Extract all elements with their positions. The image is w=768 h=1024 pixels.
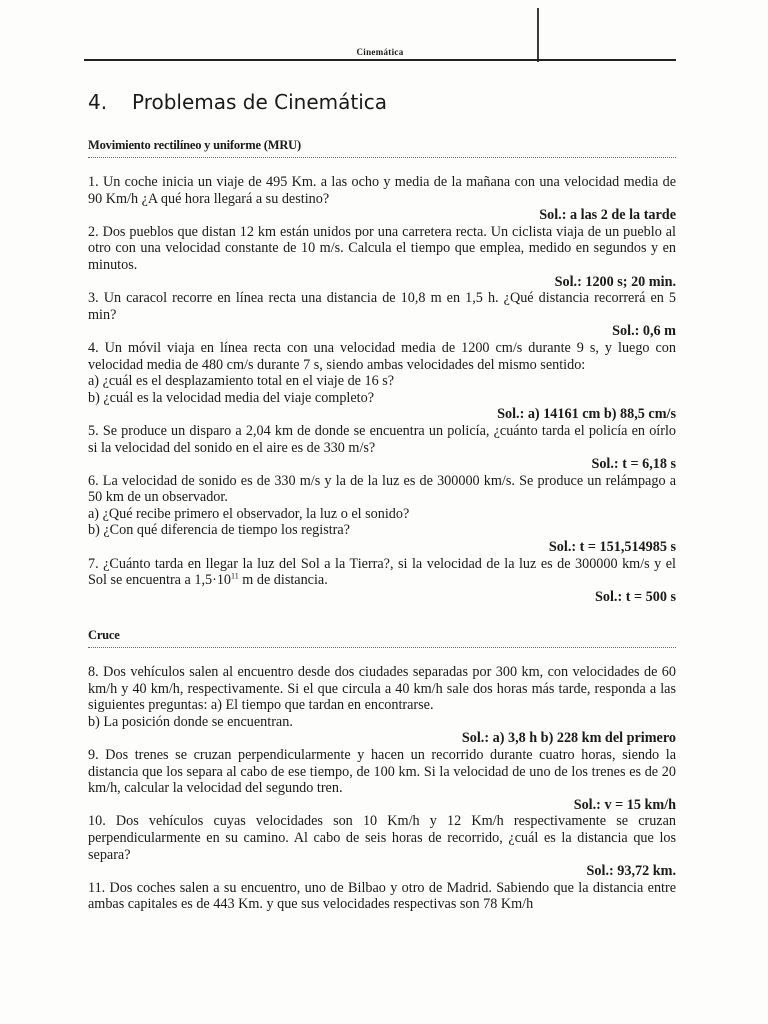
exponent: 11 [231, 571, 239, 581]
problem-text: 8. Dos vehículos salen al encuentro desde dos ciudades separadas por 300 km, con velocidades de 60 km/h y 40 km/h, respectivamente. Si el que circula a 40 km/h sale dos horas más tarde, responda a las siguientes preguntas: a) El tiempo que tardan en encontrarse. [88, 664, 676, 714]
problem-text: 1. Un coche inicia un viaje de 495 Km. a las ocho y media de la mañana con una velocidad media de 90 Km/h ¿A qué hora llegará a su destino? [88, 174, 676, 207]
problem-item [88, 880, 676, 913]
solution-text: Sol.: 0,6 m [612, 323, 676, 340]
problem-text: 6. La velocidad de sonido es de 330 m/s y la de la luz es de 300000 km/s. Se produce un relámpago a 50 km de un observador. [88, 472, 676, 506]
problem-item [88, 224, 676, 290]
problem-text: 4. Un móvil viaja en línea recta con una velocidad media de 1200 cm/s durante 9 s, y luego con velocidad media de 480 cm/s durante 7 s, siendo ambas velocidades del mismo sentido: [88, 339, 676, 373]
header-rule [84, 59, 676, 61]
solution-text: Sol.: a) 14161 cm b) 88,5 cm/s [497, 406, 676, 423]
section-heading-text: Cruce [88, 628, 120, 642]
solution-text: Sol.: a) 3,8 h b) 228 km del primero [461, 730, 676, 747]
problem-text: a) ¿cuál es el desplazamiento total en el viaje de 16 s? [88, 373, 395, 390]
chapter-title-text: Problemas de Cinemática [132, 90, 388, 114]
problem-item [88, 813, 676, 879]
problem-text: b) ¿cuál es la velocidad media del viaje completo? [88, 389, 374, 406]
solution-text: Sol.: t = 151,514985 s [548, 539, 676, 556]
chapter-title [88, 90, 387, 114]
problem-text: 9. Dos trenes se cruzan perpendicularmente y hacen un recorrido durante cuatro horas, siendo la distancia que los separa al cabo de ese tiempo, de 100 km. Si la velocidad de uno de los trenes es de 20 km/h, calcular la velocidad del segundo tren. [88, 746, 676, 797]
section-heading-mru [88, 138, 676, 158]
solution-text: Sol.: t = 500 s [595, 588, 676, 605]
section-heading-text: Movimiento rectilíneo y uniforme (MRU) [88, 138, 301, 152]
problem-text: b) La posición donde se encuentran. [88, 713, 293, 730]
chapter-number: 4. [88, 90, 108, 114]
problem-text: a) ¿Qué recibe primero el observador, la luz o el sonido? [88, 505, 410, 522]
problem-item [88, 290, 676, 340]
problem-text-part: 7. ¿Cuánto tarda en llegar la luz del Sol a la Tierra?, si la velocidad de la luz es de 300000 km/s y el Sol se encuentra a 1,5·10 [88, 555, 676, 589]
problem-item [88, 664, 676, 747]
problem-text: 3. Un caracol recorre en línea recta una distancia de 10,8 m en 1,5 h. ¿Qué distancia recorrerá en 5 min? [88, 290, 676, 323]
problem-item [88, 473, 676, 556]
problem-text: 11. Dos coches salen a su encuentro, uno de Bilbao y otro de Madrid. Sabiendo que la distancia entre ambas capitales es de 443 Km. y que sus velocidades respectivas son 78 Km/h [88, 879, 676, 913]
problem-item [88, 556, 676, 606]
section-heading-cruce [88, 628, 676, 648]
problem-text-part: m de distancia. [238, 572, 328, 589]
problem-text: b) ¿Con qué diferencia de tiempo los registra? [88, 522, 350, 539]
problem-text: 2. Dos pueblos que distan 12 km están unidos por una carretera recta. Un ciclista viaja de un pueblo al otro con una velocidad constante de 10 m/s. Calcula el tiempo que emplea, medido en segundos y en minutos. [88, 223, 676, 273]
problem-item [88, 747, 676, 813]
problem-text: 10. Dos vehículos cuyas velocidades son 10 Km/h y 12 Km/h respectivamente se cruzan perpendicularmente en su camino. Al cabo de seis horas de recorrido, ¿cuál es la distancia que los separa? [88, 813, 676, 863]
problem-text: 5. Se produce un disparo a 2,04 km de donde se encuentra un policía, ¿cuánto tarda el policía en oírlo si la velocidad del sonido en el aire es de 330 m/s? [88, 422, 676, 456]
solution-text: Sol.: v = 15 km/h [573, 796, 676, 813]
problem-item [88, 423, 676, 473]
running-header: Cinemática [356, 47, 404, 57]
problem-list-cruce [88, 664, 676, 913]
solution-text: Sol.: a las 2 de la tarde [539, 207, 676, 224]
solution-text: Sol.: 1200 s; 20 min. [554, 273, 676, 290]
problem-text [88, 556, 676, 589]
problem-item [88, 174, 676, 224]
solution-text: Sol.: t = 6,18 s [591, 456, 676, 473]
problem-item [88, 340, 676, 423]
solution-text: Sol.: 93,72 km. [586, 863, 676, 880]
problem-list-mru [88, 174, 676, 605]
